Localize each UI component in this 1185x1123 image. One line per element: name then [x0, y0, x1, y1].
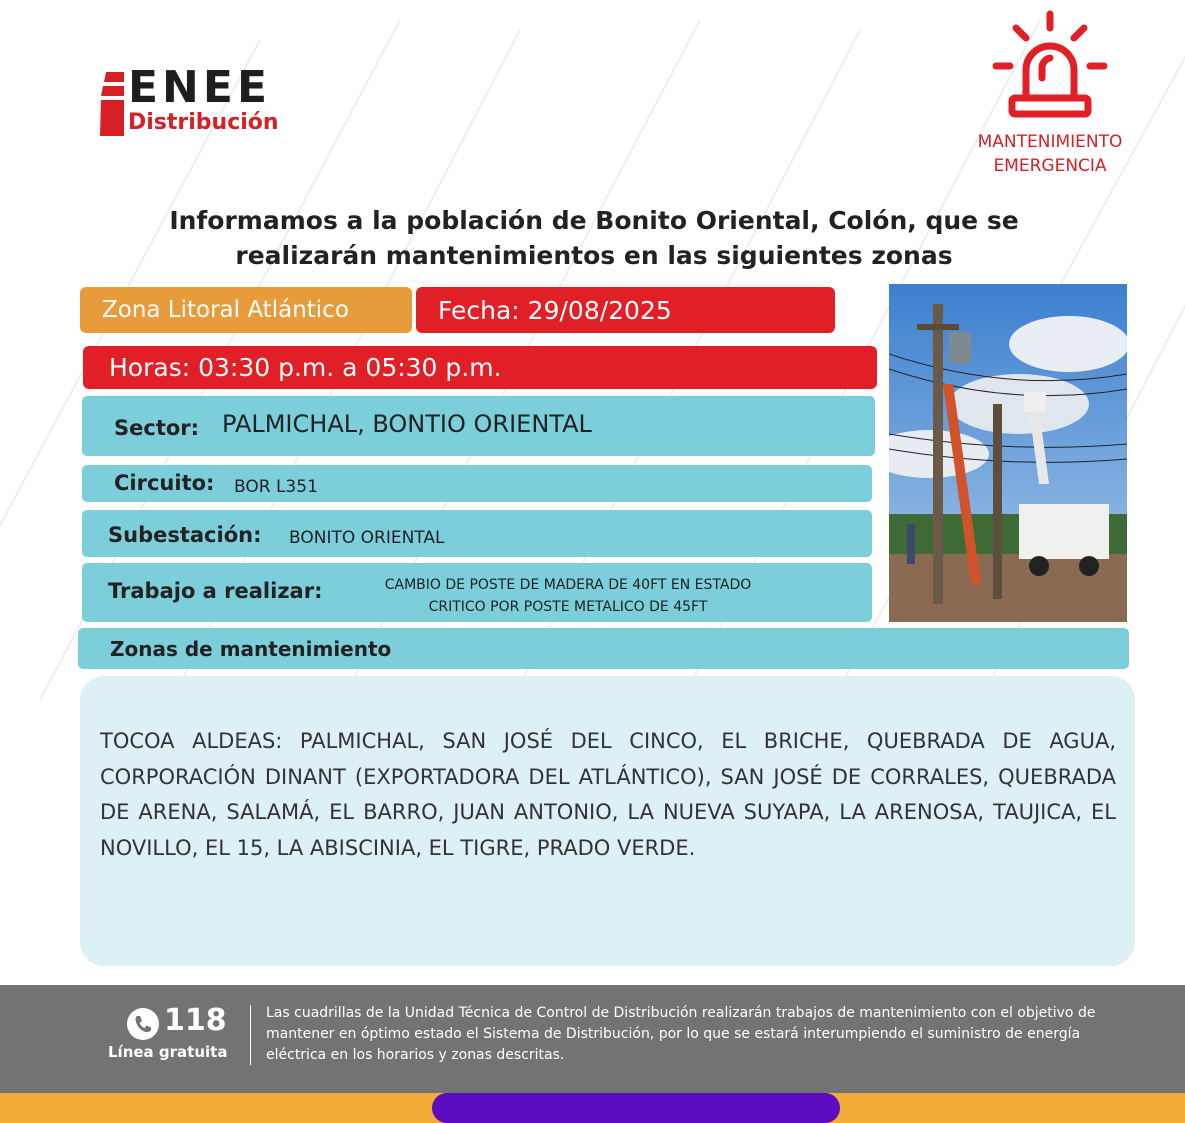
sector-label: Sector: [114, 416, 200, 440]
enee-logo-mark [100, 72, 124, 136]
logo-wordmark: ENEE [128, 62, 271, 113]
utility-pole-photo [889, 284, 1127, 622]
circuito-row [82, 465, 872, 502]
hotline-number[interactable]: 118 [164, 1003, 227, 1038]
sector-row [82, 396, 875, 456]
phone-icon [126, 1007, 160, 1041]
emergency-badge [950, 130, 1150, 178]
footer-notice: Las cuadrillas de la Unidad Técnica de Control de Distribución realizarán trabajos de mantenimiento con el objetivo de mantener en óptimo estado el Sistema de Distribución, por lo que se estará interumpiendo el suministro de energía eléctrica en los horarios y zonas descritas. [266, 1005, 1096, 1063]
circuito-label: Circuito: [114, 471, 215, 495]
headline-line-1: Informamos a la población de Bonito Oriental, Colón, que se [169, 206, 1019, 235]
zonas-header [78, 628, 1129, 669]
trabajo-line-2: CRITICO POR POSTE METALICO DE 45FT [428, 599, 708, 615]
footer [0, 985, 1185, 1093]
bottom-band [0, 1093, 1185, 1123]
badge-line-1: MANTENIMIENTO [977, 132, 1123, 152]
zona-pill: Zona Litoral Atlántico [80, 287, 412, 333]
hotline-label: Línea gratuita [108, 1043, 228, 1061]
circuito-value: BOR L351 [234, 477, 318, 497]
logo-division: Distribución [128, 110, 279, 135]
headline-line-2: realizarán mantenimientos en las siguientes zonas [235, 241, 953, 270]
zonas-title: Zonas de mantenimiento [110, 637, 392, 661]
subestacion-value: BONITO ORIENTAL [289, 528, 445, 548]
footer-divider [250, 1005, 251, 1065]
subestacion-label: Subestación: [108, 523, 262, 547]
trabajo-line-1: CAMBIO DE POSTE DE MADERA DE 40FT EN ESTADO [384, 577, 752, 593]
zonas-list: TOCOA ALDEAS: PALMICHAL, SAN JOSÉ DEL CINCO, EL BRICHE, QUEBRADA DE AGUA, CORPORACIÓN DINANT (EXPORTADORA DEL ATLÁNTICO), SAN JOSÉ DE CORRALES, QUEBRADA DE ARENA, SALAMÁ, EL BARRO, JUAN ANTONIO, LA NUEVA SUYAPA, LA ARENOSA, TAUJICA, EL NOVILLO, EL 15, LA ABISCINIA, EL TIGRE, PRADO VERDE. [100, 729, 1116, 860]
trabajo-row [82, 563, 872, 622]
bottom-band-accent [432, 1093, 840, 1123]
fecha-pill: Fecha: 29/08/2025 [416, 287, 835, 333]
zonas-box [80, 676, 1135, 966]
horas-pill: Horas: 03:30 p.m. a 05:30 p.m. [83, 346, 877, 389]
badge-line-2: EMERGENCIA [993, 156, 1107, 176]
sector-value: PALMICHAL, BONTIO ORIENTAL [222, 410, 592, 438]
trabajo-value [338, 574, 798, 618]
subestacion-row [82, 510, 872, 557]
siren-icon [988, 8, 1112, 124]
headline [60, 203, 1128, 273]
trabajo-label: Trabajo a realizar: [108, 579, 323, 603]
enee-logo [100, 62, 330, 140]
